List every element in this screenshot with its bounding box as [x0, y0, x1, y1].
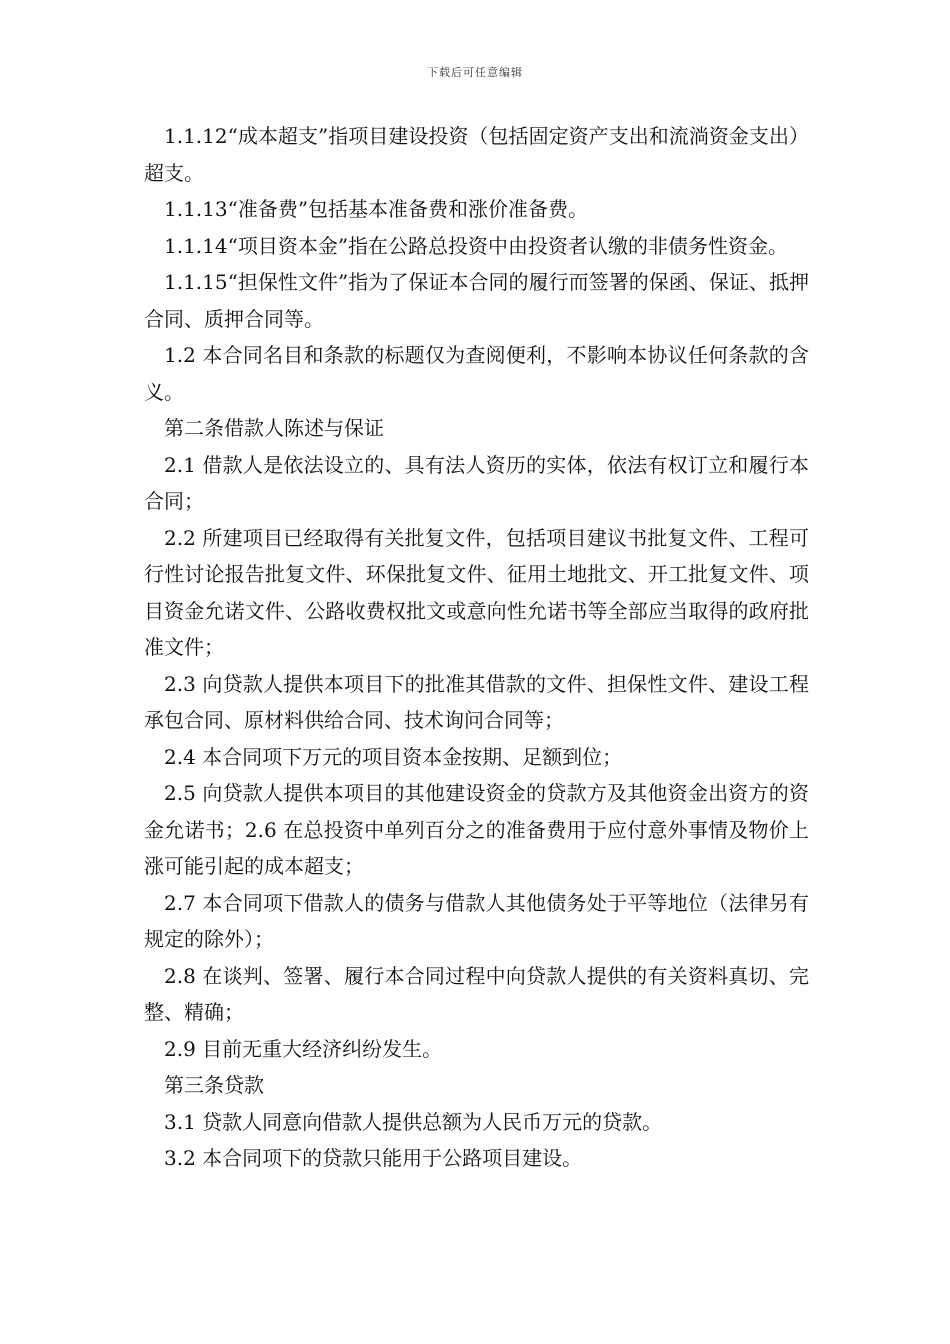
- clause-2-8: 2.8 在谈判、签署、履行本合同过程中向贷款人提供的有关资料真切、完整、精确；: [144, 963, 809, 1024]
- clause-2-7: 2.7 本合同项下借款人的债务与借款人其他债务处于平等地位（法律另有规定的除外）；: [144, 890, 809, 951]
- section-heading-article-3: 第三条贷款: [164, 1073, 264, 1097]
- clause-2-3: 2.3 向贷款人提供本项目下的批准其借款的文件、担保性文件、建设工程承包合同、原材料供给合同、技术询问合同等；: [144, 671, 809, 732]
- section-heading-article-2: 第二条借款人陈述与保证: [164, 416, 384, 440]
- clause-3-2: 3.2 本合同项下的贷款只能用于公路项目建设。: [164, 1146, 583, 1170]
- page-header: 下载后可任意编辑: [427, 66, 523, 79]
- clause-1-1-15: 1.1.15“担保性文件”指为了保证本合同的履行而签署的保函、保证、抵押合同、质押合同等。: [144, 270, 809, 331]
- document-body: [144, 118, 809, 1177]
- clause-2-4: 2.4 本合同项下万元的项目资本金按期、足额到位；: [164, 744, 623, 769]
- clause-2-5-2-6: 2.5 向贷款人提供本项目的其他建设资金的贷款方及其他资金出资方的资金允诺书；2.6 在总投资中单列百分之的准备费用于应付意外事情及物价上涨可能引起的成本超支；: [144, 781, 809, 878]
- clause-3-1: 3.1 贷款人同意向借款人提供总额为人民币万元的贷款。: [164, 1109, 663, 1134]
- clause-2-9: 2.9 目前无重大经济纠纷发生。: [164, 1036, 443, 1061]
- clause-1-1-12: 1.1.12“成本超支”指项目建设投资（包括固定资产支出和流淌资金支出）超支。: [144, 124, 809, 185]
- clause-1-1-13: 1.1.13“准备费”包括基本准备费和涨价准备费。: [164, 197, 589, 221]
- clause-2-1: 2.1 借款人是依法设立的、具有法人资历的实体，依法有权订立和履行本合同；: [144, 452, 809, 513]
- clause-1-1-14: 1.1.14“项目资本金”指在公路总投资中由投资者认缴的非债务性资金。: [164, 233, 789, 258]
- clause-2-2: 2.2 所建项目已经取得有关批复文件，包括项目建议书批复文件、工程可行性讨论报告批复文件、环保批复文件、征用土地批文、开工批复文件、项目资金允诺文件、公路收费权批文或意向性允诺书等全部应当取得的政府批准文件；: [144, 525, 809, 659]
- clause-1-2: 1.2 本合同名目和条款的标题仅为查阅便利，不影响本协议任何条款的含义。: [144, 343, 809, 404]
